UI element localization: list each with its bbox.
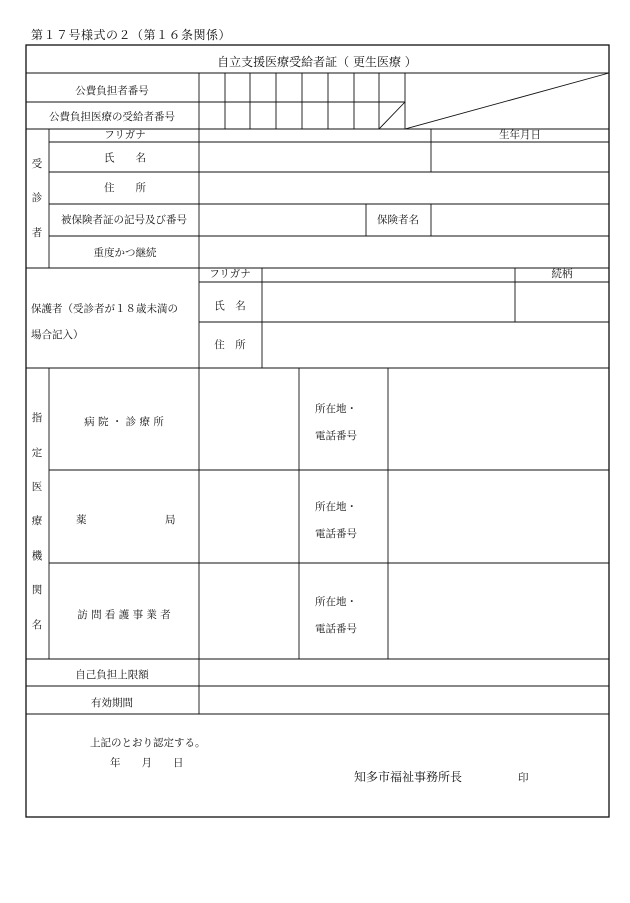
patient-name-label: 氏 名 xyxy=(104,152,146,164)
guardian-label-line2: 場合記入） xyxy=(31,329,84,341)
patient-label-char-1: 受 xyxy=(31,158,43,170)
institution-label-char-4: 療 xyxy=(31,515,43,527)
copay-limit-label: 自己負担上限額 xyxy=(75,669,149,681)
certify-statement: 上記のとおり認定する。 xyxy=(90,737,206,749)
payer-number-label: 公費負担者番号 xyxy=(75,85,149,97)
insurer-name-label: 保険者名 xyxy=(377,214,419,226)
pharmacy-phone-label: 電話番号 xyxy=(315,528,357,540)
pharmacy-label-right: 局 xyxy=(165,514,176,526)
recipient-number-label: 公費負担医療の受給者番号 xyxy=(49,111,175,123)
birthdate-label: 生年月日 xyxy=(499,129,541,141)
institution-label-char-2: 定 xyxy=(31,447,43,459)
certificate-title: 自立支援医療受給者証（ 更生医療 ） xyxy=(217,55,417,69)
guardian-address-label: 住 所 xyxy=(214,339,246,351)
pharmacy-label-left: 薬 xyxy=(76,514,87,526)
patient-address-label: 住 所 xyxy=(104,182,146,194)
severe-continuous-label: 重度かつ継続 xyxy=(93,247,157,259)
insurance-card-label: 被保険者証の記号及び番号 xyxy=(61,214,187,226)
seal-mark: 印 xyxy=(518,772,529,784)
hospital-address-label: 所在地・ xyxy=(315,403,357,415)
form-number: 第１７号様式の２（第１６条関係） xyxy=(31,28,232,42)
visiting-nurse-address-label: 所在地・ xyxy=(315,596,357,608)
guardian-furigana-label: フリガナ xyxy=(209,268,251,280)
institution-label-char-5: 機 xyxy=(31,550,43,562)
patient-label-char-2: 診 xyxy=(31,192,43,204)
patient-furigana-label: フリガナ xyxy=(104,129,146,141)
visiting-nurse-phone-label: 電話番号 xyxy=(315,623,357,635)
validity-period-label: 有効期間 xyxy=(91,697,133,709)
visiting-nurse-label: 訪 問 看 護 事 業 者 xyxy=(77,609,171,621)
pharmacy-address-label: 所在地・ xyxy=(315,501,357,513)
guardian-name-label: 氏 名 xyxy=(214,300,246,312)
hospital-phone-label: 電話番号 xyxy=(315,430,357,442)
hospital-clinic-label: 病 院 ・ 診 療 所 xyxy=(84,416,164,428)
institution-label-char-3: 医 xyxy=(31,481,43,493)
guardian-label-line1: 保護者（受診者が１８歳未満の xyxy=(31,303,178,315)
issuer-name: 知多市福祉事務所長 xyxy=(354,770,463,784)
guardian-relationship-label: 続柄 xyxy=(551,268,573,280)
institution-label-char-7: 名 xyxy=(31,619,43,631)
certify-date: 年 月 日 xyxy=(110,757,184,769)
institution-label-char-6: 関 xyxy=(31,584,43,596)
patient-label-char-3: 者 xyxy=(31,227,43,239)
institution-label-char-1: 指 xyxy=(31,412,43,424)
